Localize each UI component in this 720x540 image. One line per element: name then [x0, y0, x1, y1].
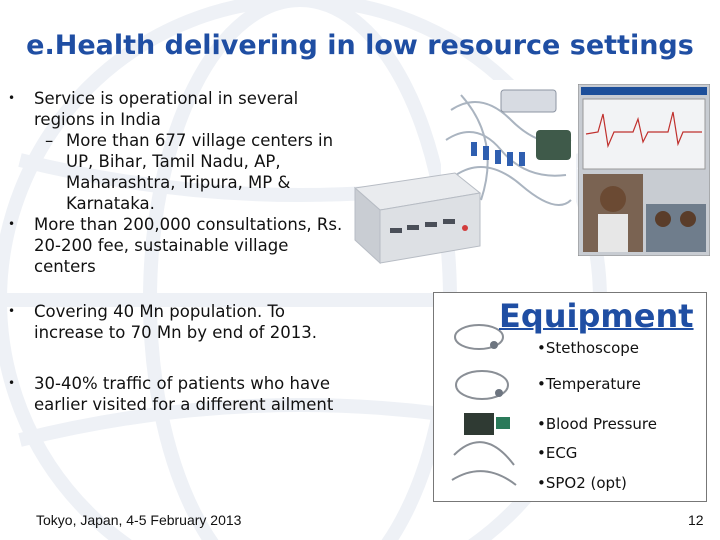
telemedicine-device-photo	[345, 168, 485, 268]
bullet-item	[8, 373, 353, 415]
slide-title: e.Health delivering in low resource settings	[26, 30, 694, 61]
bullet-marker: •	[8, 304, 16, 318]
bullet-list	[8, 88, 353, 415]
equipment-item-spo2: •SPO2 (opt)	[537, 474, 627, 492]
bullet-text: Covering 40 Mn population. To increase to 70 Mn by end of 2013.	[34, 302, 317, 342]
sub-bullet-marker: –	[45, 131, 54, 150]
bullet-text: More than 200,000 consultations, Rs. 20-200 fee, sustainable village centers	[34, 215, 343, 276]
page-number: 12	[688, 512, 704, 528]
bullet-marker: •	[8, 91, 16, 105]
bullet-marker: •	[8, 217, 16, 231]
sub-bullet-text: More than 677 village centers in UP, Bihar, Tamil Nadu, AP, Maharashtra, Tripura, MP & Karnataka.	[66, 131, 334, 213]
footer-text: Tokyo, Japan, 4-5 February 2013	[36, 512, 242, 528]
equipment-sensors-photo	[444, 315, 524, 495]
bullet-text: Service is operational in several regions in India	[34, 89, 299, 129]
equipment-item-ecg: •ECG	[537, 444, 578, 462]
bullet-marker: •	[8, 376, 16, 390]
equipment-item-temperature: •Temperature	[537, 375, 641, 393]
bullet-text: 30-40% traffic of patients who have earlier visited for a different ailment	[34, 374, 334, 414]
bullet-item	[8, 88, 353, 130]
bullet-item	[8, 301, 353, 343]
bullet-item	[8, 214, 353, 277]
sub-bullet-item	[8, 130, 353, 214]
equipment-item-stethoscope: •Stethoscope	[537, 339, 640, 357]
software-screenshot-photo	[578, 84, 710, 256]
equipment-item-blood-pressure: •Blood Pressure	[537, 415, 657, 433]
equipment-heading: Equipment	[499, 297, 694, 335]
